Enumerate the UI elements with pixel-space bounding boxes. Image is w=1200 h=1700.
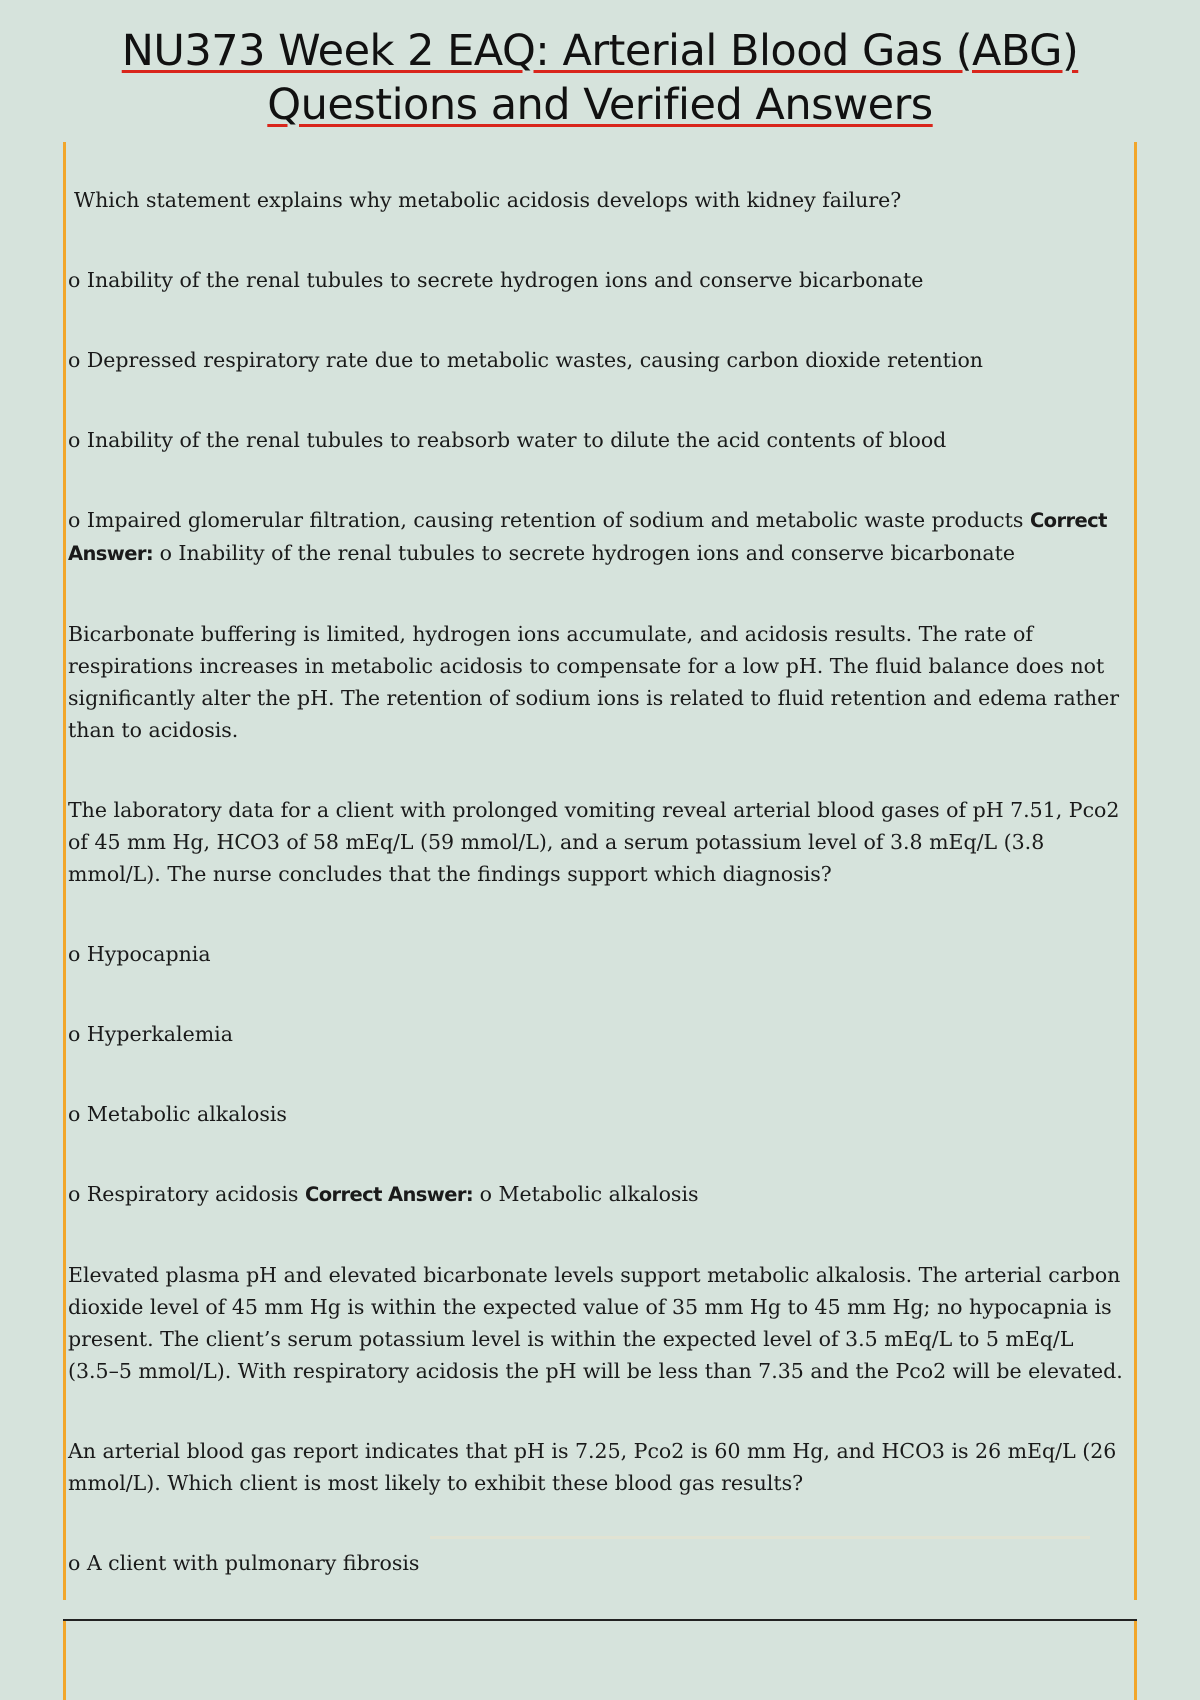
question-1-correct-label: Correct Answer: — [68, 509, 1107, 565]
question-2-option-d-with-answer — [68, 1178, 1128, 1211]
question-3-option-a: o A client with pulmonary fibrosis — [68, 1551, 420, 1575]
question-1-prompt: Which statement explains why metabolic acidosis develops with kidney failure? — [74, 188, 902, 212]
question-2-option-d: o Respiratory acidosis — [68, 1182, 299, 1206]
question-2-prompt: The laboratory data for a client with prolonged vomiting reveal arterial blood gases of pH 7.51, Pco2 of 45 mm Hg, HCO3 of 58 mEq/L (59 mmol/L), and a serum potassium level of 3.8 mEq/L (3.8 mmol/L). The nurse concludes that the findings support which diagnosis? — [68, 798, 1120, 886]
next-page-border-right — [1134, 1621, 1137, 1700]
question-2-option-c: o Metabolic alkalosis — [68, 1102, 287, 1126]
question-2-correct-label: Correct Answer: — [304, 1183, 474, 1206]
page-border-left — [63, 142, 66, 1600]
faint-divider — [430, 1536, 1090, 1539]
question-1-correct-answer: o Inability of the renal tubules to secrete hydrogen ions and conserve bicarbonate — [159, 541, 1015, 565]
page-border-right — [1134, 142, 1137, 1600]
question-1-option-d-with-answer — [68, 504, 1128, 570]
document-title — [0, 24, 1200, 132]
next-page-border-left — [63, 1621, 66, 1700]
question-2-rationale: Elevated plasma pH and elevated bicarbonate levels support metabolic alkalosis. The arterial carbon dioxide level of 45 mm Hg is within the expected value of 35 mm Hg to 45 mm Hg; no hypocapnia is present. The client’s serum potassium level is within the expected level of 3.5 mEq/L to 5 mEq/L (3.5–5 mmol/L). With respiratory acidosis the pH will be less than 7.35 and the Pco2 will be elevated. — [68, 1263, 1123, 1383]
question-1-option-d: o Impaired glomerular filtration, causing retention of sodium and metabolic waste products — [68, 508, 1024, 532]
title-line-2: Questions and Verified Answers — [267, 80, 933, 130]
next-page-top-rule — [63, 1619, 1137, 1621]
question-3-prompt: An arterial blood gas report indicates that pH is 7.25, Pco2 is 60 mm Hg, and HCO3 is 26 mEq/L (26 mmol/L). Which client is most likely to exhibit these blood gas results? — [68, 1439, 1117, 1495]
question-2-option-a: o Hypocapnia — [68, 942, 211, 966]
question-2-correct-answer: o Metabolic alkalosis — [479, 1182, 699, 1206]
question-1-option-c: o Inability of the renal tubules to reabsorb water to dilute the acid contents of blood — [68, 428, 947, 452]
question-1-option-a: o Inability of the renal tubules to secrete hydrogen ions and conserve bicarbonate — [68, 268, 924, 292]
title-line-1: NU373 Week 2 EAQ: Arterial Blood Gas (ABG) — [121, 26, 1079, 76]
document-body — [68, 184, 1128, 1579]
question-2-option-b: o Hyperkalemia — [68, 1022, 233, 1046]
question-1-rationale: Bicarbonate buffering is limited, hydrogen ions accumulate, and acidosis results. The rate of respirations increases in metabolic acidosis to compensate for a low pH. The fluid balance does not significantly alter the pH. The retention of sodium ions is related to fluid retention and edema rather than to acidosis. — [68, 622, 1120, 742]
question-1-option-b: o Depressed respiratory rate due to metabolic wastes, causing carbon dioxide retention — [68, 348, 983, 372]
